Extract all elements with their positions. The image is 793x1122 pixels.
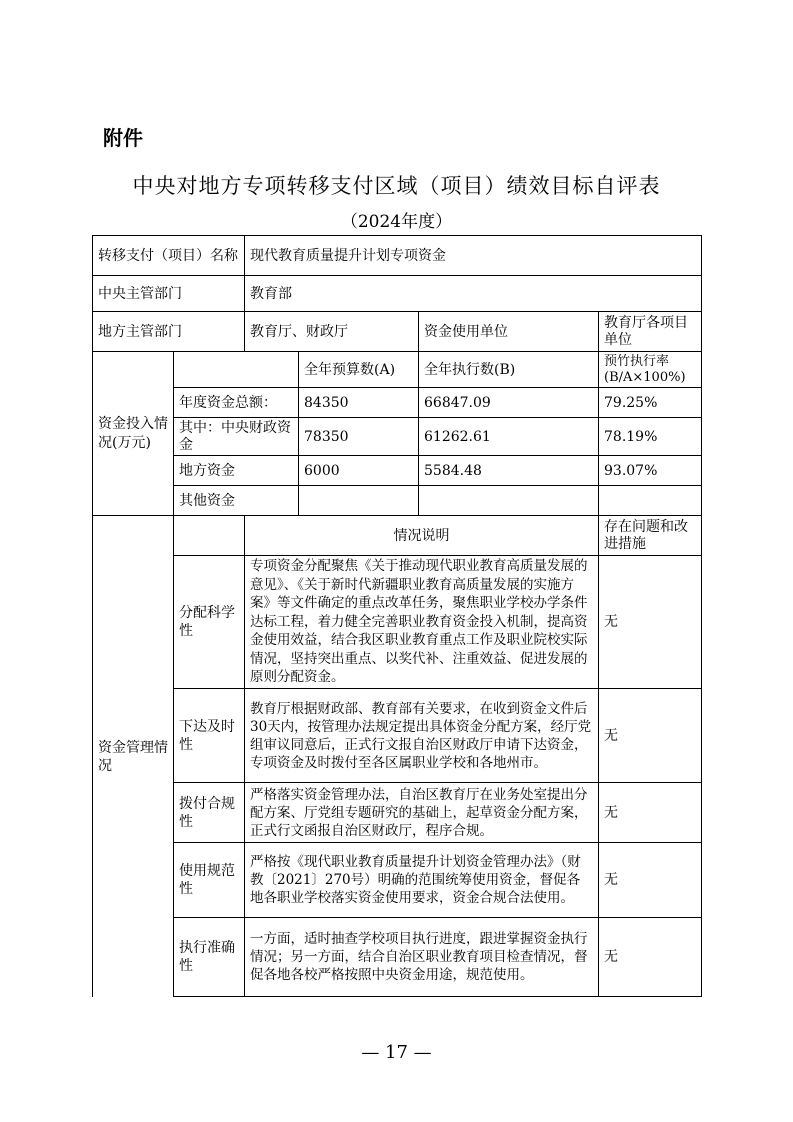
form-year: （2024年度） [340,212,453,232]
mgmt-row-label: 使用规范性 [173,842,245,918]
form-title: 中央对地方专项转移支付区域（项目）绩效目标自评表 [132,174,661,198]
funds-row-label: 其他资金 [173,485,299,516]
funds-row-budget: 78350 [298,417,419,456]
funds-row-rate: 79.25% [598,387,702,418]
funds-row-rate [598,485,702,516]
fund-unit-label: 资金使用单位 [418,311,599,352]
central-dept-label: 中央主管部门 [92,275,245,312]
mgmt-row-label: 执行准确性 [173,917,245,997]
management-header-blank [173,515,245,556]
col-executed-header: 全年执行数(B) [418,351,599,388]
funds-row-executed: 66847.09 [418,387,599,418]
col-issues-header: 存在问题和改进措施 [598,515,702,556]
mgmt-row-issues: 无 [598,688,702,783]
funds-row-budget [298,485,419,516]
mgmt-row-label: 下达及时性 [173,688,245,783]
funds-row-rate: 78.19% [598,417,702,456]
funds-row-budget: 84350 [298,387,419,418]
mgmt-row-issues: 无 [598,782,702,843]
mgmt-row-desc: 一方面，适时抽查学校项目执行进度，跟进掌握资金执行情况；另一方面，结合自治区职业教育项目检查情况，督促各地各校严格按照中央资金用途，规范使用。 [244,917,599,997]
funds-row-executed [418,485,599,516]
funds-row-label: 年度资金总额： [173,387,299,418]
col-rate-header: 预竹执行率(B/A×100%) [598,351,702,388]
funds-row-label: 地方资金 [173,455,299,486]
local-dept-value: 教育厅、财政厅 [244,311,419,352]
funds-row-executed: 61262.61 [418,417,599,456]
mgmt-row-issues: 无 [598,842,702,918]
central-dept-value: 教育部 [244,275,702,312]
mgmt-row-issues: 无 [598,555,702,689]
fund-unit-value: 教育厅各项目单位 [598,311,702,352]
funds-row-label: 其中：中央财政资金 [173,417,299,456]
mgmt-row-label: 拨付合规性 [173,782,245,843]
mgmt-row-issues: 无 [598,917,702,997]
col-budget-header: 全年预算数(A) [298,351,419,388]
page-number: — 17 — [361,1042,432,1063]
funds-section-label: 资金投入情况(万元) [92,351,174,516]
management-section-label: 资金管理情况 [92,515,174,997]
project-name-label: 转移支付（项目）名称 [92,235,245,276]
mgmt-row-desc: 严格按《现代职业教育质量提升计划资金管理办法》（财教〔2021〕270号）明确的范围统筹使用资金，督促各地各职业学校落实资金使用要求，资金合规合法使用。 [244,842,599,918]
mgmt-row-desc: 专项资金分配聚焦《关于推动现代职业教育高质量发展的意见》、《关于新时代新疆职业教育高质量发展的实施方案》等文件确定的重点改革任务，聚焦职业学校办学条件达标工程，着力健全完善职业教育资金投入机制，提高资金使用效益，结合我区职业教育重点工作及职业院校实际情况，坚持突出重点、以奖代补、注重效益、促进发展的原则分配资金。 [244,555,599,689]
funds-row-executed: 5584.48 [418,455,599,486]
funds-header-blank [173,351,299,388]
mgmt-row-desc: 严格落实资金管理办法，自治区教育厅在业务处室提出分配方案、厅党组专题研究的基础上，起草资金分配方案，正式行文函报自治区财政厅，程序合规。 [244,782,599,843]
col-desc-header: 情况说明 [244,515,599,556]
project-name-value: 现代教育质量提升计划专项资金 [244,235,702,276]
attachment-label: 附件 [103,126,143,150]
mgmt-row-label: 分配科学性 [173,555,245,689]
mgmt-row-desc: 教育厅根据财政部、教育部有关要求，在收到资金文件后30天内，按管理办法规定提出具体资金分配方案，经厅党组审议同意后，正式行文报自治区财政厅申请下达资金，专项资金及时拨付至各区属职业学校和各地州市。 [244,688,599,783]
local-dept-label: 地方主管部门 [92,311,245,352]
funds-row-budget: 6000 [298,455,419,486]
funds-row-rate: 93.07% [598,455,702,486]
